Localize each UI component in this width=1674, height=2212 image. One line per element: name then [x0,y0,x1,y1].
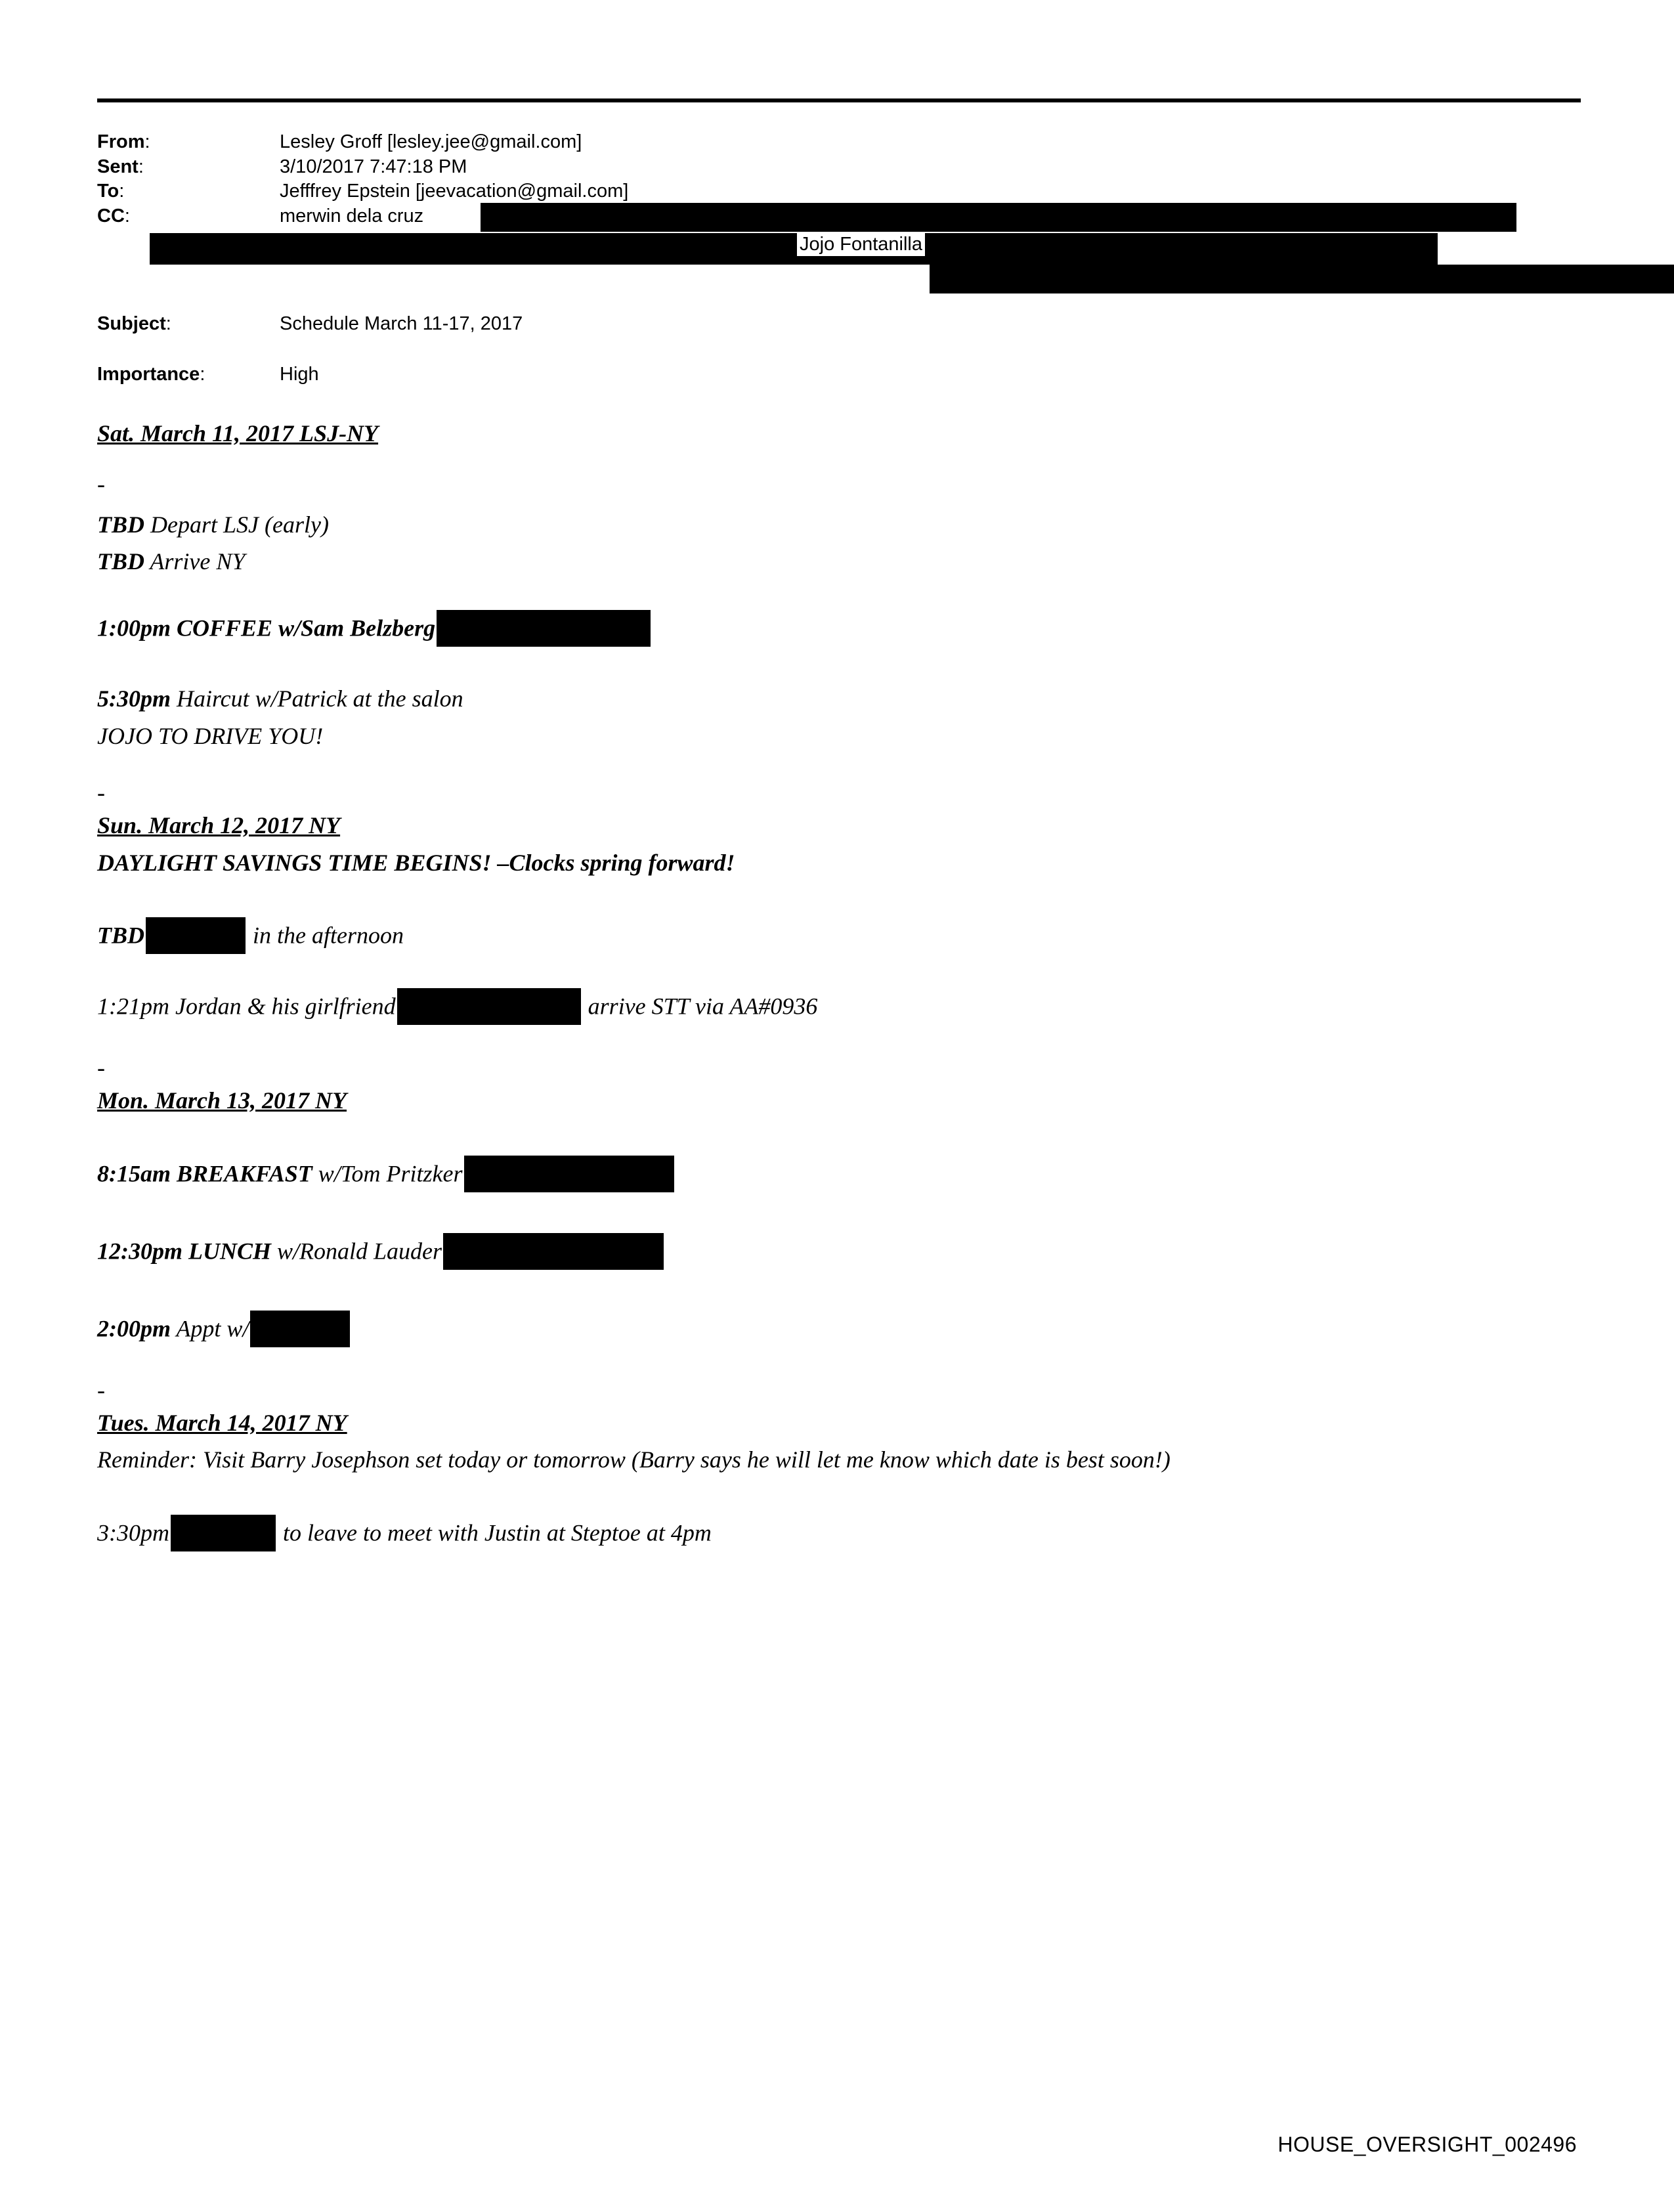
header-row-importance [97,362,1607,387]
time-label: TBD [97,511,144,538]
line-text: 3:30pm [97,1519,169,1546]
line-text: Haircut w/Patrick at the salon [171,685,463,712]
from-label: From: [97,131,150,152]
line-text: Depart LSJ (early) [144,511,329,538]
redaction-bar-cc-2 [150,233,1438,265]
bullet-dash-4: - [97,1376,105,1403]
line-text: Arrive NY [144,548,246,575]
redaction-bar-lunch [443,1233,664,1270]
redaction-bar-coffee [437,610,651,647]
email-header [97,130,1607,387]
to-label: To: [97,181,125,202]
cc-redaction-block [97,229,1607,297]
schedule-line-sat-arrive [97,546,1607,578]
cc-label: CC: [97,206,130,227]
schedule-line-sun-dst [97,847,1607,879]
line-text-2: arrive STT via AA#0936 [582,993,818,1020]
document-content [97,130,1607,1553]
schedule-line-sat-jojo-note: JOJO TO DRIVE YOU! [97,722,324,749]
redaction-bar-breakfast [464,1156,674,1192]
line-text-2: to leave to meet with Justin at Steptoe at 4pm [277,1519,712,1546]
day-heading-saturday: Sat. March 11, 2017 LSJ-NY [97,420,379,447]
bullet-dash-1: - [97,470,105,497]
time-label: TBD [97,548,144,575]
schedule-line-sat-depart [97,509,1607,541]
redaction-bar-cc-1 [481,203,1516,232]
schedule-line-sat-haircut [97,683,1607,715]
line-text: w/Sam Belzberg [272,615,436,641]
subject-value: Schedule March 11-17, 2017 [280,313,523,334]
time-label: 1:00pm COFFEE [97,615,273,641]
schedule-line-mon-lunch [97,1235,1607,1272]
redaction-bar-appt [250,1311,350,1347]
email-body [97,418,1607,1553]
bullet-dash-2: - [97,779,105,806]
header-rule [97,98,1581,102]
line-text: 1:21pm Jordan & his girlfriend [97,993,396,1020]
line-text: Appt w/ [171,1315,249,1342]
schedule-line-mon-appt [97,1312,1607,1349]
subject-label: Subject: [97,313,171,334]
redaction-bar-steptoe [171,1515,276,1551]
schedule-line-sat-coffee [97,612,1607,649]
time-label: 12:30pm LUNCH [97,1238,271,1265]
time-label: 2:00pm [97,1315,171,1342]
header-row-sent [97,155,1607,180]
header-row-subject [97,312,1607,337]
header-row-from [97,130,1607,155]
from-value: Lesley Groff [lesley.jee@gmail.com] [280,131,582,152]
redaction-bar-sun-tbd [146,917,246,954]
schedule-line-sun-tbd [97,919,1607,956]
day-heading-monday: Mon. March 13, 2017 NY [97,1087,347,1114]
cc-name-jojo-fontanilla: Jojo Fontanilla [797,233,925,256]
to-value: Jefffrey Epstein [jeevacation@gmail.com] [280,181,629,202]
time-label: TBD [97,922,144,949]
line-text: w/Tom Pritzker [312,1160,463,1187]
day-heading-sunday: Sun. March 12, 2017 NY [97,812,341,839]
time-label: 5:30pm [97,685,171,712]
day-heading-tuesday: Tues. March 14, 2017 NY [97,1409,347,1436]
line-text: w/Ronald Lauder [271,1238,442,1265]
cc-visible-text: merwin dela cruz [280,206,424,227]
importance-label: Importance: [97,364,205,385]
schedule-line-tues-reminder: Reminder: Visit Barry Josephson set today or tomorrow (Barry says he will let me know which date is best soon!) [97,1446,1170,1473]
redaction-bar-cc-3 [930,265,1674,293]
redaction-bar-sun-girlfriend [397,988,581,1025]
schedule-line-sun-jordan [97,990,1607,1027]
header-row-to [97,179,1607,204]
sent-label: Sent: [97,156,144,177]
line-text: DAYLIGHT SAVINGS TIME BEGINS! –Clocks spring forward! [97,849,735,876]
cc-value [280,204,423,229]
schedule-line-tues-steptoe [97,1517,1607,1553]
time-label: 8:15am BREAKFAST [97,1160,312,1187]
sent-value: 3/10/2017 7:47:18 PM [280,156,467,177]
importance-value: High [280,364,319,385]
bullet-dash-3: - [97,1054,105,1081]
bates-number-footer: HOUSE_OVERSIGHT_002496 [1277,2133,1577,2156]
line-text: in the afternoon [247,922,404,949]
schedule-line-mon-breakfast [97,1158,1607,1194]
